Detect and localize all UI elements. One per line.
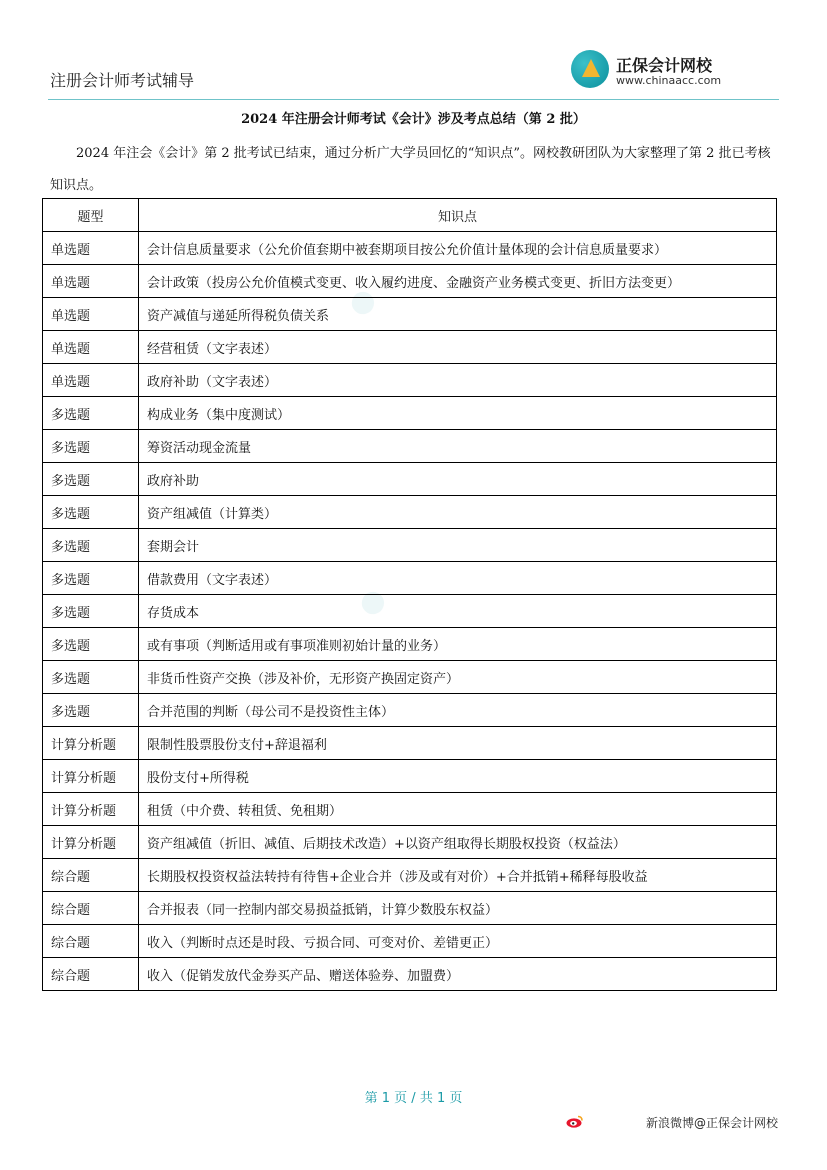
cell-question-type: 多选题 xyxy=(43,397,139,430)
weibo-icon xyxy=(566,1114,584,1128)
cell-knowledge-point: 政府补助（文字表述） xyxy=(139,364,777,397)
cell-question-type: 多选题 xyxy=(43,562,139,595)
cell-question-type: 综合题 xyxy=(43,892,139,925)
table-row xyxy=(43,628,777,661)
cell-question-type: 综合题 xyxy=(43,859,139,892)
logo-url: www.chinaacc.com xyxy=(616,74,722,87)
header-cell-type: 题型 xyxy=(43,199,139,232)
page-number: 第 1 页 / 共 1 页 xyxy=(364,1091,463,1106)
weibo-handle: 新浪微博@正保会计网校 xyxy=(646,1116,779,1130)
table-row xyxy=(43,661,777,694)
cell-question-type: 多选题 xyxy=(43,595,139,628)
knowledge-table xyxy=(42,198,777,991)
cell-question-type: 综合题 xyxy=(43,958,139,991)
table-row xyxy=(43,826,777,859)
cell-knowledge-point: 政府补助 xyxy=(139,463,777,496)
cell-question-type: 计算分析题 xyxy=(43,826,139,859)
table-row xyxy=(43,595,777,628)
logo-name: 正保会计网校 xyxy=(616,56,713,75)
table-row xyxy=(43,859,777,892)
cell-knowledge-point: 股份支付+所得税 xyxy=(139,760,777,793)
cell-knowledge-point: 收入（促销发放代金券买产品、赠送体验券、加盟费） xyxy=(139,958,777,991)
cell-question-type: 单选题 xyxy=(43,331,139,364)
table-body xyxy=(43,232,777,991)
cell-knowledge-point: 会计政策（投房公允价值模式变更、收入履约进度、金融资产业务模式变更、折旧方法变更） xyxy=(139,265,777,298)
table-row xyxy=(43,694,777,727)
cell-knowledge-point: 租赁（中介费、转租赁、免租期） xyxy=(139,793,777,826)
header-title: 注册会计师考试辅导 xyxy=(50,71,195,90)
header-divider xyxy=(48,99,779,100)
table-row xyxy=(43,430,777,463)
cell-knowledge-point: 收入（判断时点还是时段、亏损合同、可变对价、差错更正） xyxy=(139,925,777,958)
watermark-logo: ⬤ xyxy=(344,284,380,321)
cell-knowledge-point: 长期股权投资权益法转持有待售+企业合并（涉及或有对价）+合并抵销+稀释每股收益 xyxy=(139,859,777,892)
cell-question-type: 计算分析题 xyxy=(43,760,139,793)
cell-knowledge-point: 合并报表（同一控制内部交易损益抵销，计算少数股东权益） xyxy=(139,892,777,925)
cell-knowledge-point: 合并范围的判断（母公司不是投资性主体） xyxy=(139,694,777,727)
table-row xyxy=(43,562,777,595)
cell-question-type: 多选题 xyxy=(43,529,139,562)
cell-knowledge-point: 筹资活动现金流量 xyxy=(139,430,777,463)
cell-knowledge-point: 资产组减值（计算类） xyxy=(139,496,777,529)
watermark-logo: ⬤ xyxy=(354,584,390,621)
cell-knowledge-point: 非货币性资产交换（涉及补价，无形资产换固定资产） xyxy=(139,661,777,694)
cell-question-type: 单选题 xyxy=(43,364,139,397)
logo-icon xyxy=(571,50,609,88)
cell-question-type: 计算分析题 xyxy=(43,793,139,826)
cell-knowledge-point: 存货成本 xyxy=(139,595,777,628)
cell-knowledge-point: 借款费用（文字表述） xyxy=(139,562,777,595)
cell-question-type: 单选题 xyxy=(43,265,139,298)
cell-knowledge-point: 套期会计 xyxy=(139,529,777,562)
cell-knowledge-point: 经营租赁（文字表述） xyxy=(139,331,777,364)
cell-question-type: 单选题 xyxy=(43,298,139,331)
cell-knowledge-point: 资产减值与递延所得税负债关系 xyxy=(139,298,777,331)
table-row xyxy=(43,892,777,925)
table-row xyxy=(43,496,777,529)
cell-question-type: 综合题 xyxy=(43,925,139,958)
cell-question-type: 多选题 xyxy=(43,661,139,694)
table-row xyxy=(43,364,777,397)
cell-question-type: 单选题 xyxy=(43,232,139,265)
table-row xyxy=(43,529,777,562)
table-row xyxy=(43,232,777,265)
table-row xyxy=(43,925,777,958)
table-row xyxy=(43,298,777,331)
cell-knowledge-point: 资产组减值（折旧、减值、后期技术改造）+以资产组取得长期股权投资（权益法） xyxy=(139,826,777,859)
logo xyxy=(571,50,781,94)
table-row xyxy=(43,331,777,364)
table-row xyxy=(43,793,777,826)
cell-knowledge-point: 构成业务（集中度测试） xyxy=(139,397,777,430)
cell-question-type: 多选题 xyxy=(43,694,139,727)
cell-question-type: 多选题 xyxy=(43,430,139,463)
cell-question-type: 计算分析题 xyxy=(43,727,139,760)
cell-question-type: 多选题 xyxy=(43,628,139,661)
cell-question-type: 多选题 xyxy=(43,496,139,529)
cell-knowledge-point: 或有事项（判断适用或有事项准则初始计量的业务） xyxy=(139,628,777,661)
table-row xyxy=(43,727,777,760)
table-header-row xyxy=(43,199,777,232)
cell-question-type: 多选题 xyxy=(43,463,139,496)
cell-knowledge-point: 限制性股票股份支付+辞退福利 xyxy=(139,727,777,760)
table-row xyxy=(43,958,777,991)
header-cell-topic: 知识点 xyxy=(139,199,777,232)
document-title: 2024 年注册会计师考试《会计》涉及考点总结（第 2 批） xyxy=(241,112,586,127)
intro-paragraph: 2024 年注会《会计》第 2 批考试已结束，通过分析广大学员回忆的“知识点”。网校教研团队为大家整理了第 2 批已考核知识点。 xyxy=(50,146,771,193)
cell-knowledge-point: 会计信息质量要求（公允价值套期中被套期项目按公允价值计量体现的会计信息质量要求） xyxy=(139,232,777,265)
table-row xyxy=(43,397,777,430)
table-row xyxy=(43,265,777,298)
table-row xyxy=(43,463,777,496)
table-row xyxy=(43,760,777,793)
